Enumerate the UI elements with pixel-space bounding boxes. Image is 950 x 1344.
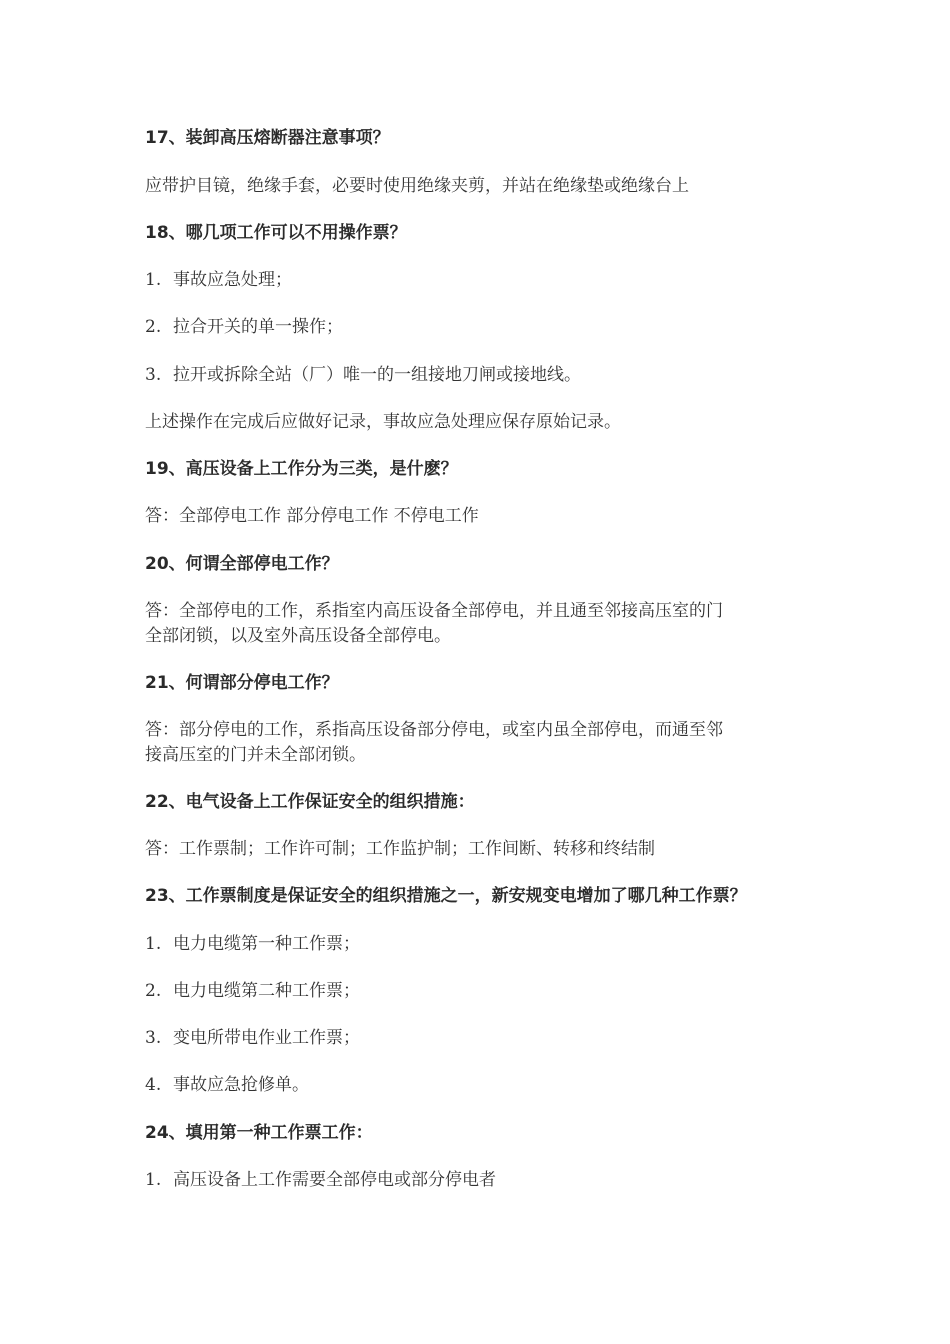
list-item-text: 高压设备上工作需要全部停电或部分停电者 (173, 1170, 496, 1190)
question-23-item-1 (145, 932, 825, 956)
question-17-title: 17、装卸高压熔断器注意事项？ (145, 128, 390, 148)
list-item-text: 电力电缆第一种工作票； (173, 934, 360, 954)
question-19-title: 19、高压设备上工作分为三类，是什麽？ (145, 459, 458, 479)
question-21-title: 21、何谓部分停电工作？ (145, 673, 339, 693)
list-item-text: 拉开或拆除全站（厂）唯一的一组接地刀闸或接地线。 (173, 365, 581, 385)
question-19-answer: 答：全部停电工作 部分停电工作 不停电工作 (145, 506, 479, 526)
question-24-title: 24、填用第一种工作票工作： (145, 1123, 373, 1143)
question-23-title: 23、工作票制度是保证安全的组织措施之一，新安规变电增加了哪几种工作票？ (145, 886, 747, 906)
list-number: 4. (145, 1075, 162, 1095)
question-21-answer-line-2: 接高压室的门并未全部闭锁。 (145, 745, 366, 765)
question-18-item-3 (145, 363, 825, 387)
question-18-item-1 (145, 268, 825, 292)
question-17-answer: 应带护目镜，绝缘手套，必要时使用绝缘夹剪，并站在绝缘垫或绝缘台上 (145, 176, 689, 196)
list-number: 1. (145, 1170, 162, 1190)
list-item-text: 电力电缆第二种工作票； (173, 981, 360, 1001)
question-20-title: 20、何谓全部停电工作？ (145, 554, 339, 574)
question-23-item-3 (145, 1026, 825, 1050)
question-20-answer-line-1: 答：全部停电的工作，系指室内高压设备全部停电，并且通至邻接高压室的门 (145, 601, 723, 621)
list-number: 1. (145, 270, 162, 290)
question-20-answer-line-2: 全部闭锁，以及室外高压设备全部停电。 (145, 626, 451, 646)
question-21-answer-line-1: 答：部分停电的工作，系指高压设备部分停电，或室内虽全部停电，而通至邻 (145, 720, 723, 740)
question-23-item-2 (145, 979, 825, 1003)
question-24-item-1 (145, 1168, 825, 1192)
list-number: 1. (145, 934, 162, 954)
list-item-text: 拉合开关的单一操作； (173, 317, 343, 337)
list-number: 3. (145, 365, 162, 385)
question-23-item-4 (145, 1073, 825, 1097)
list-item-text: 事故应急处理； (173, 270, 292, 290)
list-item-text: 事故应急抢修单。 (173, 1075, 309, 1095)
question-22-title: 22、电气设备上工作保证安全的组织措施： (145, 792, 475, 812)
question-18-note: 上述操作在完成后应做好记录，事故应急处理应保存原始记录。 (145, 412, 621, 432)
question-18-title: 18、哪几项工作可以不用操作票？ (145, 223, 407, 243)
list-number: 2. (145, 317, 162, 337)
list-number: 2. (145, 981, 162, 1001)
list-item-text: 变电所带电作业工作票； (173, 1028, 360, 1048)
question-18-item-2 (145, 315, 825, 339)
list-number: 3. (145, 1028, 162, 1048)
question-22-answer: 答：工作票制；工作许可制；工作监护制；工作间断、转移和终结制 (145, 839, 655, 859)
